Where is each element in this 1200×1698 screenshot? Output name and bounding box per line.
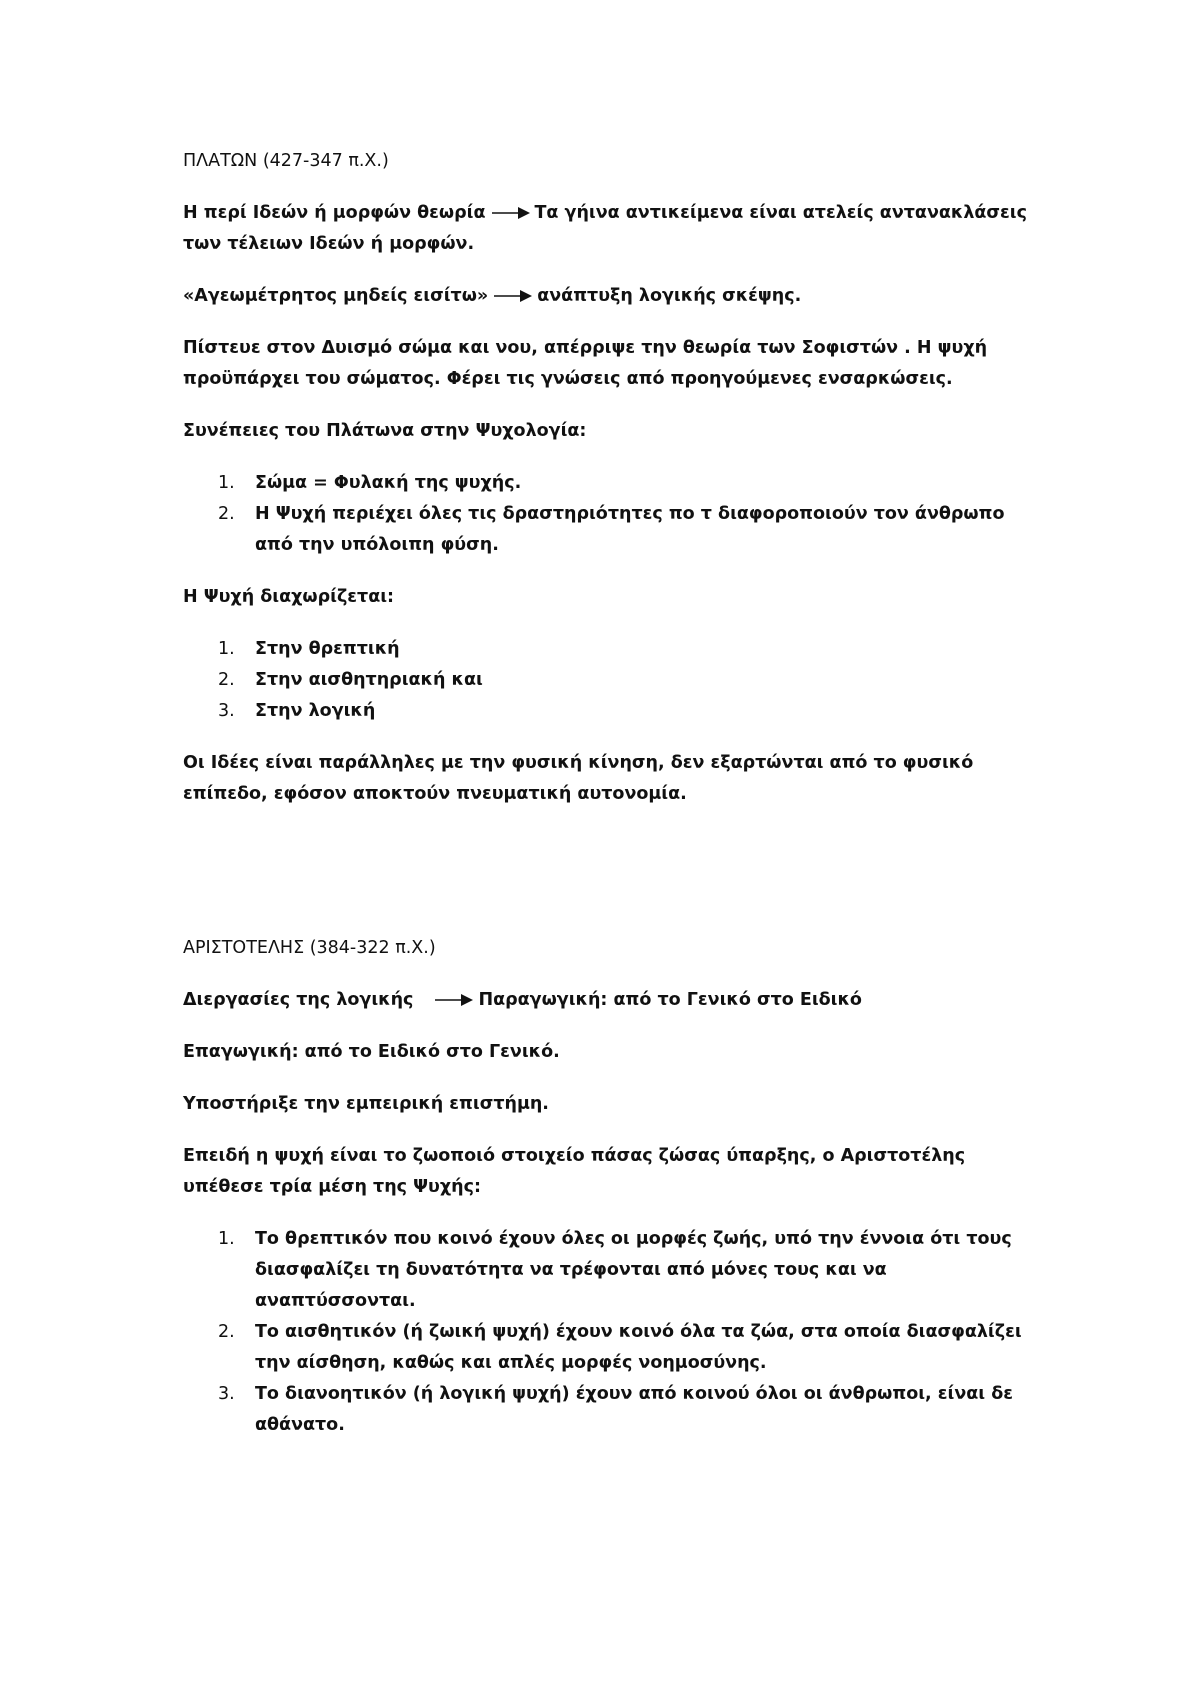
list-item-text: Το αισθητικόν (ή ζωική ψυχή) έχουν κοινό όλα τα ζώα, στα οποία διασφαλίζει την αίσθηση, καθώς και απλές μορφές νοημοσύνης. [255,1322,1022,1373]
list-item-text: Στην λογική [255,701,376,721]
aristotelis-empirical-paragraph: Υποστήριξε την εμπειρική επιστήμη. [183,1094,549,1114]
list-item [183,468,1043,499]
aristotelis-logic-label: Διεργασίες της λογικής [183,990,414,1010]
document-body [183,146,1043,1462]
list-item [183,665,1043,696]
list-number: 2. [218,670,235,690]
list-number: 1. [218,1229,235,1249]
platon-ideas-paragraph: Οι Ιδέες είναι παράλληλες με την φυσική κίνηση, δεν εξαρτώνται από το φυσικό επίπεδο, εφόσον αποκτούν πνευματική αυτονομία. [183,753,974,804]
list-number: 3. [218,1384,235,1404]
aristotelis-soul-list [183,1224,1043,1441]
list-item-text: Το θρεπτικόν που κοινό έχουν όλες οι μορφές ζωής, υπό την έννοια ότι τους διασφαλίζει τη δυνατότητα να τρέφονται από μόνες τους και να αναπτύσσονται. [255,1229,1012,1311]
list-item-text: Στην αισθητηριακή και [255,670,483,690]
platon-theory-text: Τα γήινα αντικείμενα είναι ατελείς αντανακλάσεις των τέλειων Ιδεών ή μορφών. [183,203,1027,254]
list-number: 2. [218,1322,235,1342]
list-number: 1. [218,639,235,659]
list-number: 3. [218,701,235,721]
aristotelis-title: ΑΡΙΣΤΟΤΕΛΗΣ (384-322 π.Χ.) [183,938,436,958]
list-item [183,499,1043,561]
platon-geometry-text: ανάπτυξη λογικής σκέψης. [537,286,802,306]
section-spacer [183,831,1043,933]
platon-soul-division-heading: Η Ψυχή διαχωρίζεται: [183,587,395,607]
platon-geometry-quote: «Αγεωμέτρητος μηδείς εισίτω» [183,286,489,306]
aristotelis-logic-paragraph [183,985,1043,1016]
list-item-text: Η Ψυχή περιέχει όλες τις δραστηριότητες πο τ διαφοροποιούν τον άνθρωπο από την υπόλοιπη φύση. [255,504,1005,555]
platon-geometry-paragraph [183,281,1043,312]
aristotelis-deductive-text: Παραγωγική: από το Γενικό στο Ειδικό [478,990,862,1010]
right-arrow-icon [492,206,532,220]
platon-consequences-heading: Συνέπειες του Πλάτωνα στην Ψυχολογία: [183,421,587,441]
list-item-text: Το διανοητικόν (ή λογική ψυχή) έχουν από κοινού όλοι οι άνθρωποι, είναι δε αθάνατο. [255,1384,1013,1435]
list-item-text: Στην θρεπτική [255,639,400,659]
platon-soul-division-list [183,634,1043,727]
list-item [183,696,1043,727]
list-item [183,634,1043,665]
right-arrow-icon [494,289,534,303]
list-item [183,1379,1043,1441]
list-number: 1. [218,473,235,493]
platon-theory-label: Η περί Ιδεών ή μορφών θεωρία [183,203,486,223]
list-item-text: Σώμα = Φυλακή της ψυχής. [255,473,522,493]
aristotelis-soul-paragraph: Επειδή η ψυχή είναι το ζωοποιό στοιχείο πάσας ζώσας ύπαρξης, ο Αριστοτέλης υπέθεσε τρία μέση της Ψυχής: [183,1146,966,1197]
right-arrow-icon [435,993,475,1007]
list-number: 2. [218,504,235,524]
platon-title: ΠΛΑΤΩΝ (427-347 π.Χ.) [183,151,389,171]
aristotelis-inductive-paragraph: Επαγωγική: από το Ειδικό στο Γενικό. [183,1042,560,1062]
list-item [183,1224,1043,1317]
platon-consequences-list [183,468,1043,561]
platon-dualism-paragraph: Πίστευε στον Δυισμό σώμα και νου, απέρριψε την θεωρία των Σοφιστών . Η ψυχή προϋπάρχει του σώματος. Φέρει τις γνώσεις από προηγούμενες ενσαρκώσεις. [183,338,988,389]
platon-theory-paragraph [183,198,1043,260]
list-item [183,1317,1043,1379]
